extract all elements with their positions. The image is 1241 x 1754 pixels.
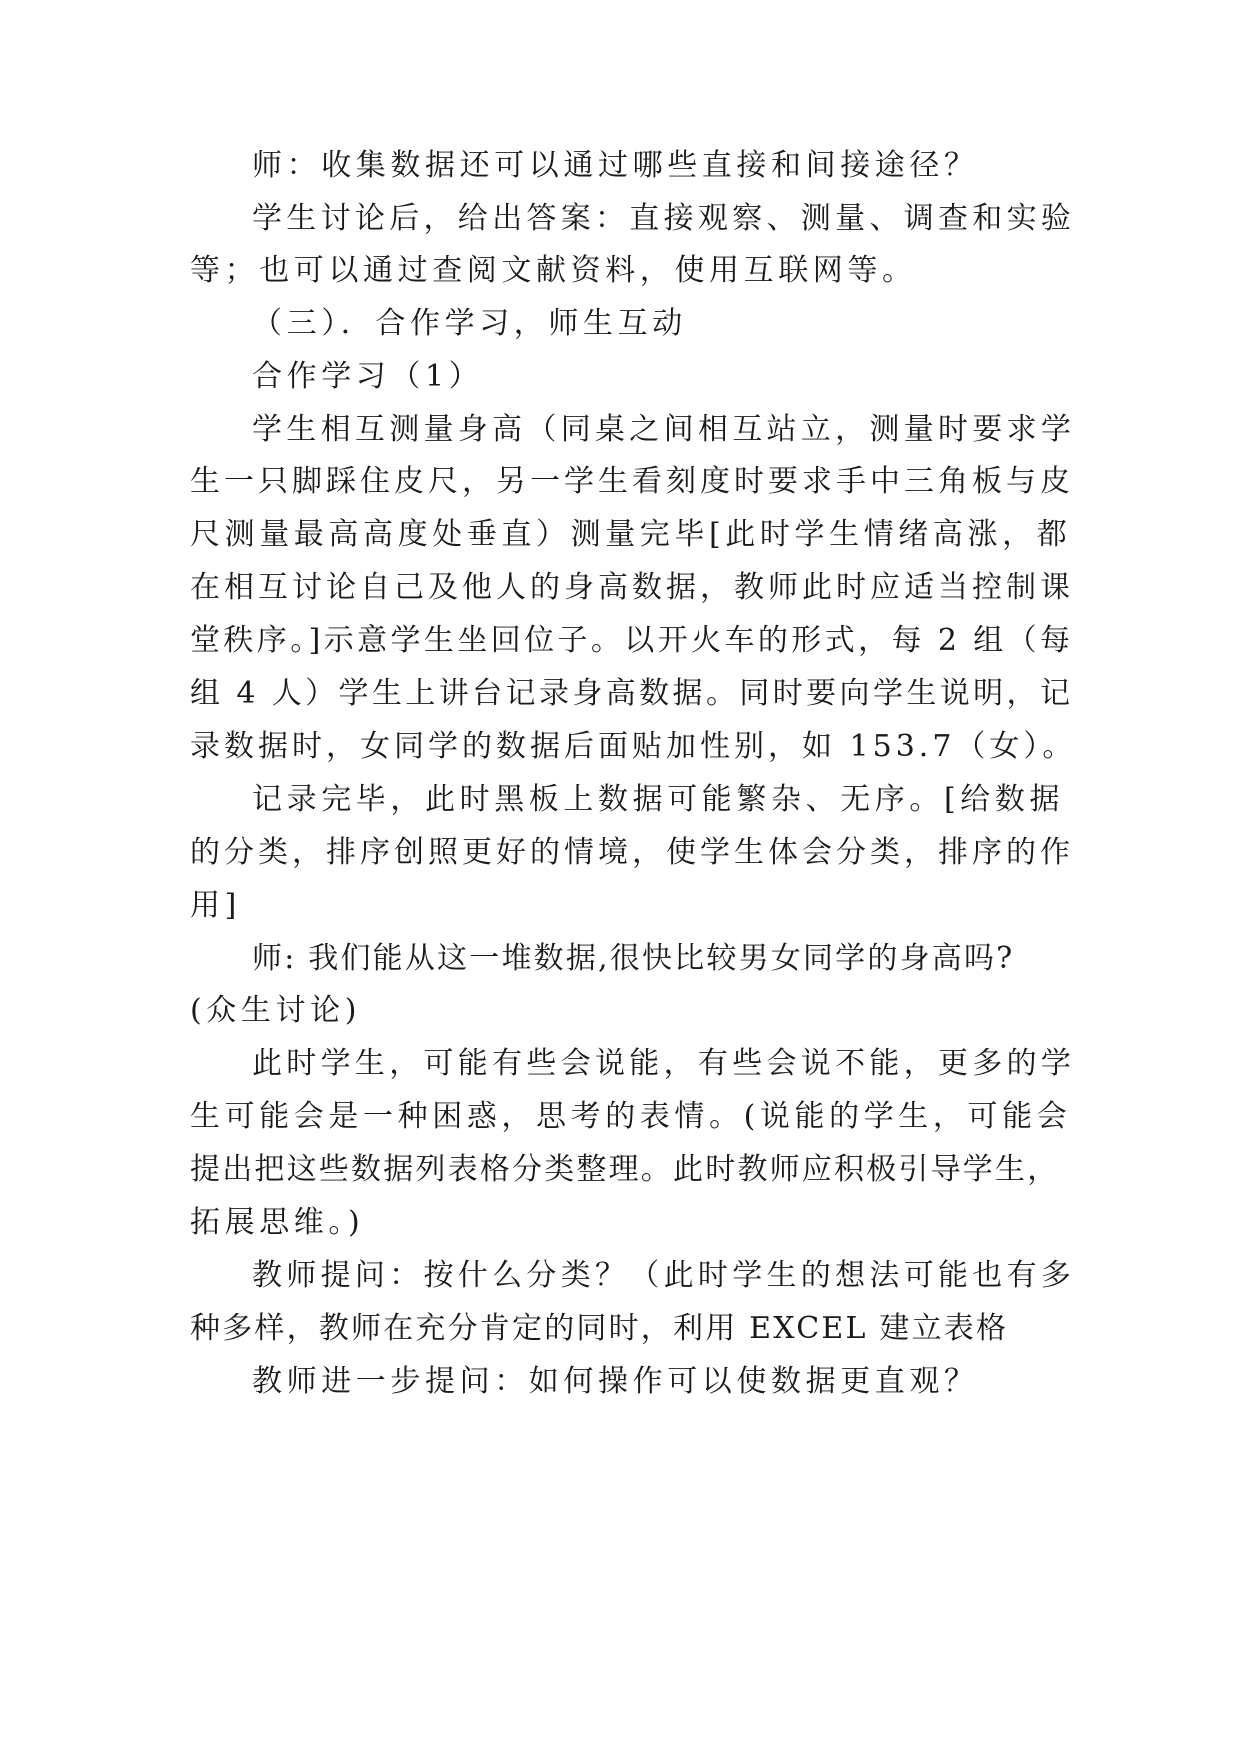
paragraph-student-reaction-line-2: 生可能会是一种困惑，思考的表情。(说能的学生，可能会 (190, 1099, 1072, 1134)
paragraph-teacher-further-question: 教师进一步提问：如何操作可以使数据更直观？ (252, 1364, 979, 1399)
section-heading-cooperative-learning: （三）．合作学习，师生互动 (252, 306, 687, 341)
paragraph-teacher-question-2-line-2: (众生讨论) (190, 993, 362, 1028)
paragraph-student-reaction-line-4: 拓展思维。) (190, 1205, 365, 1240)
paragraph-record-line-2: 的分类，排序创照更好的情境，使学生体会分类，排序的作 (190, 835, 1074, 870)
paragraph-measure-line-1: 学生相互测量身高（同桌之间相互站立，测量时要求学 (252, 412, 1076, 447)
paragraph-record-line-3: 用] (190, 888, 241, 923)
paragraph-teacher-question-1: 师：收集数据还可以通过哪些直接和间接途径？ (252, 148, 979, 183)
paragraph-teacher-classify-line-2: 种多样，教师在充分肯定的同时，利用 EXCEL 建立表格 (190, 1311, 1009, 1346)
paragraph-student-answer-line-1: 学生讨论后，给出答案：直接观察、测量、调查和实验 (252, 201, 1076, 236)
paragraph-student-reaction-line-3: 提出把这些数据列表格分类整理。此时教师应积极引导学生， (190, 1152, 1060, 1187)
paragraph-record-line-1: 记录完毕，此时黑板上数据可能繁杂、无序。[给数据 (252, 782, 1065, 817)
paragraph-measure-line-2: 生一只脚踩住皮尺，另一学生看刻度时要求手中三角板与皮 (190, 464, 1074, 499)
subheading-cooperative-learning-1: 合作学习（1） (252, 359, 484, 394)
paragraph-measure-line-6: 组 4 人）学生上讲台记录身高数据。同时要向学生说明，记 (190, 676, 1074, 711)
paragraph-student-reaction-line-1: 此时学生，可能有些会说能，有些会说不能，更多的学 (252, 1046, 1076, 1081)
paragraph-teacher-classify-line-1: 教师提问：按什么分类？（此时学生的想法可能也有多 (252, 1258, 1076, 1293)
paragraph-measure-line-5: 堂秩序。]示意学生坐回位子。以开火车的形式，每 2 组（每 (190, 623, 1074, 658)
paragraph-measure-line-3: 尺测量最高高度处垂直）测量完毕[此时学生情绪高涨，都 (190, 517, 1072, 552)
paragraph-measure-line-7: 录数据时，女同学的数据后面贴加性别，如 153.7（女）。 (190, 729, 1077, 764)
paragraph-student-answer-line-2: 等；也可以通过查阅文献资料，使用互联网等。 (190, 253, 917, 288)
paragraph-measure-line-4: 在相互讨论自己及他人的身高数据，教师此时应适当控制课 (190, 570, 1074, 605)
paragraph-teacher-question-2-line-1: 师: 我们能从这一堆数据,很快比较男女同学的身高吗? (252, 941, 1015, 976)
